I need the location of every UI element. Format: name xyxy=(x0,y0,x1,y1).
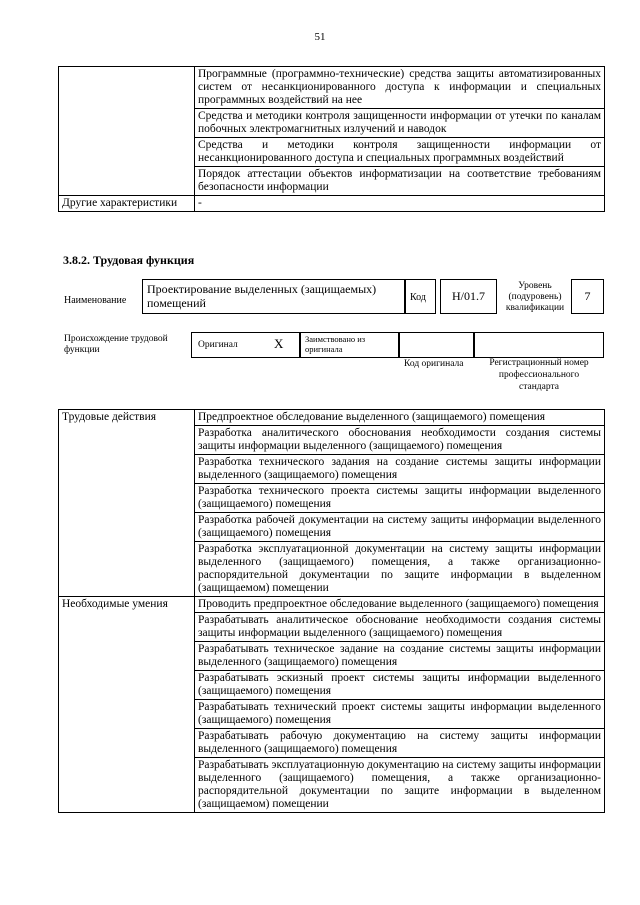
borrowed-box xyxy=(300,332,399,358)
row-item: Разработка рабочей документации на систему защиты информации выделенного (защищаемого) помещения xyxy=(195,513,605,542)
section-heading: 3.8.2. Трудовая функция xyxy=(63,253,195,267)
name-box xyxy=(142,279,405,314)
original-mark: X xyxy=(274,336,284,351)
row-label xyxy=(59,67,195,196)
function-name: Проектирование выделенных (защищаемых) помещений xyxy=(147,282,377,310)
level-label: Уровень (подуровень) квалификации xyxy=(505,281,565,313)
name-label: Наименование xyxy=(64,295,127,306)
row-item: Разработка эксплуатационной документации на систему защиты информации выделенного (защищаемого) помещения, а также организационно-распорядительной документации по защите информации в выделенном (защищаемом) помещении xyxy=(195,542,605,597)
row-label: Необходимые умения xyxy=(59,597,195,813)
row-item: Средства и методики контроля защищенности информации от утечки по каналам побочных электромагнитных излучений и наводок xyxy=(195,109,605,138)
row-item: Разрабатывать техническое задание на создание системы защиты информации выделенного (защищаемого) помещения xyxy=(195,642,605,671)
row-label: Трудовые действия xyxy=(59,410,195,597)
row-item: Программные (программно-технические) средства защиты автоматизированных систем от несанкционированного доступа к информации и специальных программных воздействий на нее xyxy=(195,67,605,109)
level-value: 7 xyxy=(584,289,591,303)
row-item: Предпроектное обследование выделенного (защищаемого) помещения xyxy=(195,410,605,426)
table-row xyxy=(59,410,605,426)
knowledge-table xyxy=(58,66,605,212)
row-item: Разработка аналитического обоснования необходимости создания системы защиты информации выделенного (защищаемого) помещения xyxy=(195,426,605,455)
code-value: Н/01.7 xyxy=(452,289,485,303)
row-item: Порядок аттестации объектов информатизации на соответствие требованиям безопасности информации xyxy=(195,167,605,196)
code-label: Код xyxy=(410,292,426,303)
row-item: Разработка технического задания на создание системы защиты информации выделенного (защищаемого) помещения xyxy=(195,455,605,484)
code-value-box xyxy=(440,279,497,314)
origin-label: Происхождение трудовой функции xyxy=(64,334,168,355)
table-row xyxy=(59,67,605,109)
row-item: - xyxy=(195,196,605,212)
row-item: Разрабатывать эксплуатационную документацию на систему защиты информации выделенного (защищаемого) помещения, а также организационно-распорядительной документации по защите информации в выделенном (защищаемом) помещении xyxy=(195,758,605,813)
row-item: Разрабатывать аналитическое обоснование необходимости создания системы защиты информации выделенного (защищаемого) помещения xyxy=(195,613,605,642)
labor-function-table xyxy=(58,409,605,813)
row-item: Средства и методики контроля защищенности информации от несанкционированного доступа и специальных программных воздействий xyxy=(195,138,605,167)
page-number: 51 xyxy=(314,31,326,43)
original-label: Оригинал xyxy=(198,340,238,350)
table-row xyxy=(59,196,605,212)
original-box xyxy=(191,332,300,358)
row-label: Другие характеристики xyxy=(59,196,195,212)
row-item: Разрабатывать рабочую документацию на систему защиты информации выделенного (защищаемого) помещения xyxy=(195,729,605,758)
code-original-box xyxy=(399,332,474,358)
row-item: Разрабатывать технический проект системы защиты информации выделенного (защищаемого) помещения xyxy=(195,700,605,729)
reg-number-box xyxy=(474,332,604,358)
row-item: Разрабатывать эскизный проект системы защиты информации выделенного (защищаемого) помещения xyxy=(195,671,605,700)
reg-number-caption: Регистрационный номер профессионального стандарта xyxy=(489,358,589,392)
table-row xyxy=(59,597,605,613)
borrowed-label: Заимствовано из оригинала xyxy=(305,334,366,354)
level-value-box xyxy=(571,279,604,314)
code-label-box xyxy=(405,279,436,314)
code-original-caption: Код оригинала xyxy=(404,359,464,369)
row-item: Разработка технического проекта системы защиты информации выделенного (защищаемого) помещения xyxy=(195,484,605,513)
row-item: Проводить предпроектное обследование выделенного (защищаемого) помещения xyxy=(195,597,605,613)
